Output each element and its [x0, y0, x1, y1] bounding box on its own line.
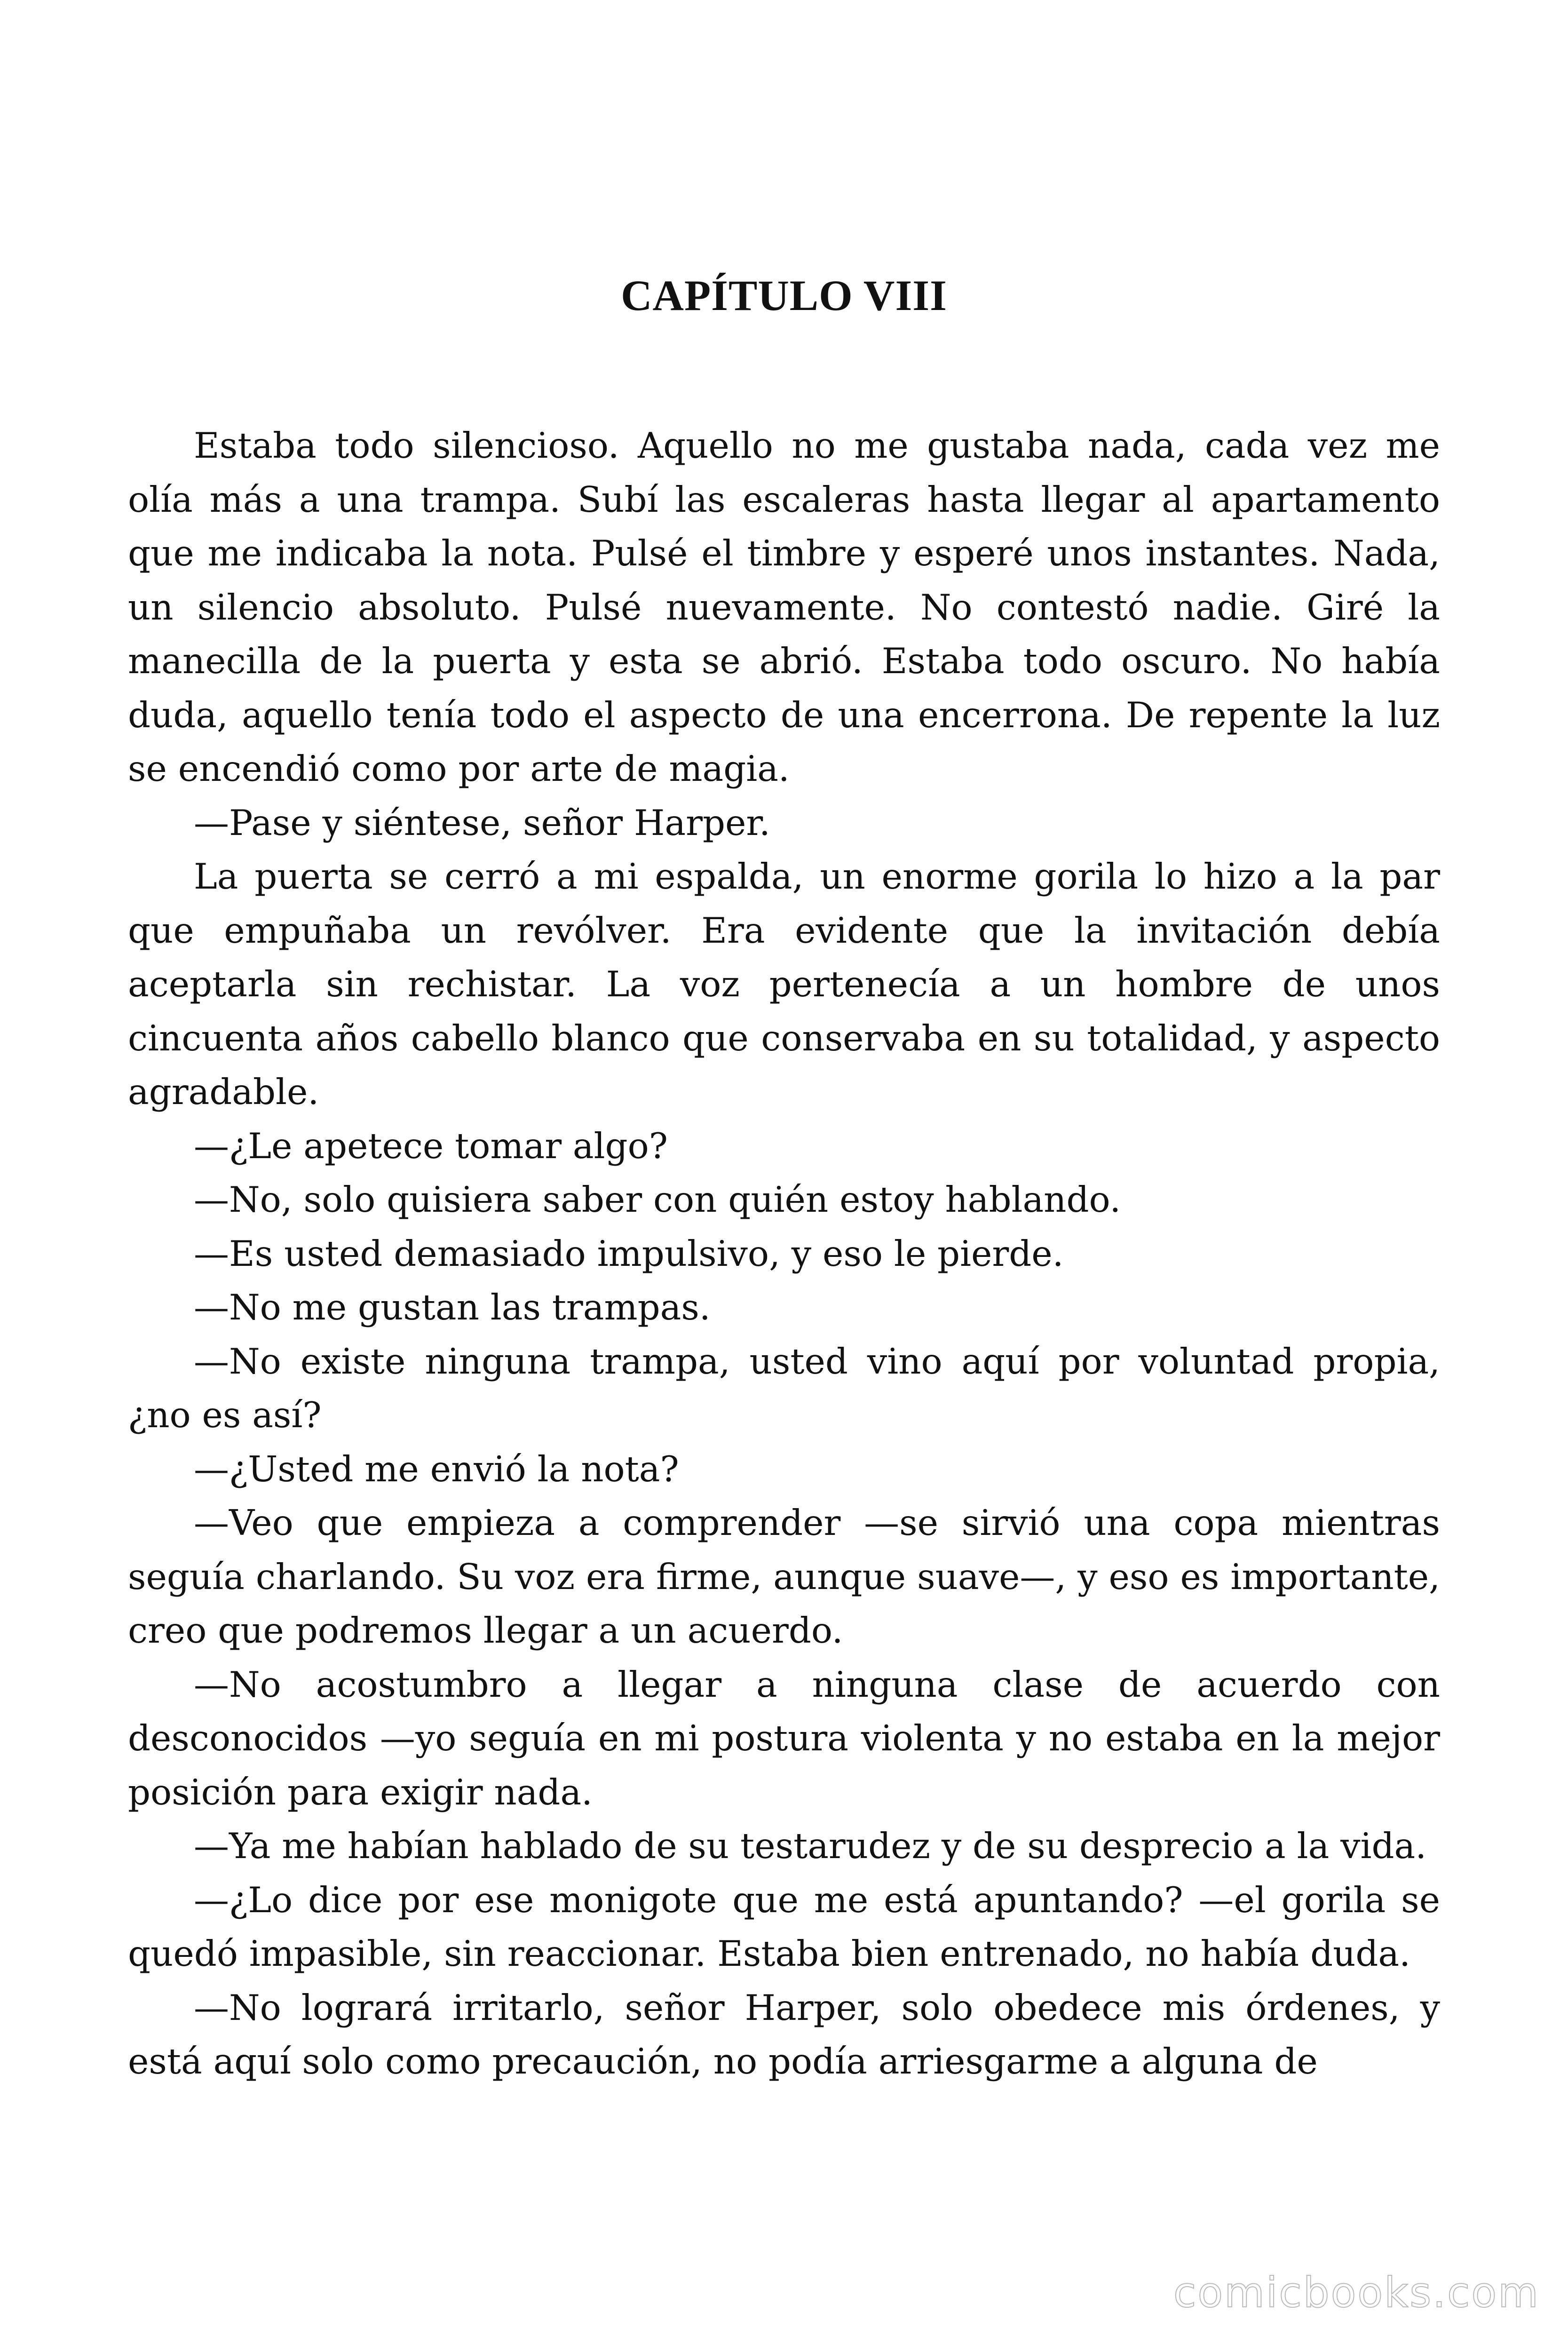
- paragraph: Estaba todo silencioso. Aquello no me gustaba nada, cada vez me olía más a una trampa. Subí las escaleras hasta llegar al apartamento que me indicaba la nota. Pulsé el timbre y esperé unos instantes. Nada, un silencio absoluto. Pulsé nuevamente. No contestó nadie. Giré la manecilla de la puerta y esta se abrió. Estaba todo oscuro. No había duda, aquello tenía todo el aspecto de una encerrona. De repente la luz se encendió como por arte de magia.: [128, 425, 1440, 789]
- paragraph: —Ya me habían hablado de su testarudez y de su desprecio a la vida.: [194, 1825, 1427, 1867]
- paragraph: —No existe ninguna trampa, usted vino aquí por voluntad propia, ¿no es así?: [128, 1340, 1440, 1436]
- paragraph: —Pase y siéntese, señor Harper.: [194, 802, 770, 843]
- paragraph: —¿Usted me envió la nota?: [194, 1448, 679, 1490]
- paragraph: —No me gustan las trampas.: [194, 1287, 711, 1328]
- paragraph: La puerta se cerró a mi espalda, un enorme gorila lo hizo a la par que empuñaba un revólver. Era evidente que la invitación debía aceptarla sin rechistar. La voz pertenecía a un hombre de unos cincuenta años cabello blanco que conservaba en su totalidad, y aspecto agradable.: [128, 856, 1440, 1112]
- paragraph: —No, solo quisiera saber con quién estoy hablando.: [194, 1179, 1121, 1220]
- watermark: comicbooks.com: [1173, 2268, 1540, 2317]
- paragraph: —No logrará irritarlo, señor Harper, solo obedece mis órdenes, y está aquí solo como precaución, no podía arriesgarme a alguna de: [128, 1986, 1440, 2082]
- paragraph: —¿Lo dice por ese monigote que me está apuntando? —el gorila se quedó impasible, sin reaccionar. Estaba bien entrenado, no había duda.: [128, 1879, 1440, 1974]
- chapter-title: CAPÍTULO VIII: [621, 271, 947, 319]
- chapter-body: [128, 419, 1440, 2089]
- paragraph: —¿Le apetece tomar algo?: [194, 1125, 668, 1167]
- paragraph: —No acostumbro a llegar a ninguna clase de acuerdo con desconocidos —yo seguía en mi postura violenta y no estaba en la mejor posición para exigir nada.: [128, 1663, 1440, 1813]
- paragraph: —Es usted demasiado impulsivo, y eso le pierde.: [194, 1232, 1064, 1274]
- paragraph: —Veo que empieza a comprender —se sirvió una copa mientras seguía charlando. Su voz era firme, aunque suave—, y eso es importante, creo que podremos llegar a un acuerdo.: [128, 1502, 1440, 1651]
